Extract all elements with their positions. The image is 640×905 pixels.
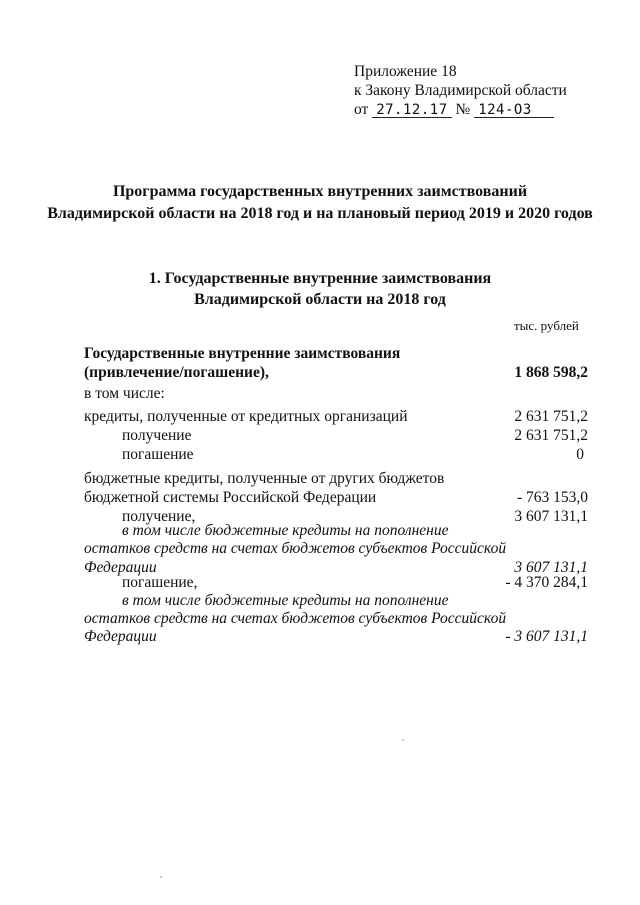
- budget-repay-inc-value: - 3 607 131,1: [505, 628, 588, 645]
- budget-repay-inc-text3: Федерации: [84, 628, 157, 645]
- section-heading-line2: Владимирской области на 2018 год: [194, 291, 446, 308]
- credit-repay-value: 0: [576, 446, 584, 463]
- document-title-line1: Программа государственных внутренних заимствований: [112, 183, 528, 200]
- budget-label-line2: бюджетной системы Российской Федерации: [84, 489, 377, 506]
- credit-receive-label: получение: [122, 427, 192, 444]
- document-title: [0, 181, 640, 225]
- credit-repay-label: погашение: [122, 446, 194, 463]
- credit-receive-value: 2 631 751,2: [514, 427, 588, 444]
- appendix-number: Приложение 18: [354, 63, 457, 80]
- scan-speck: [160, 876, 162, 878]
- section-heading: [0, 268, 640, 310]
- law-date: 27.12.17: [372, 103, 451, 118]
- budget-value: - 763 153,0: [516, 489, 588, 506]
- section-heading-line1: 1. Государственные внутренние заимствования: [148, 270, 492, 287]
- budget-label-line1: бюджетные кредиты, полученные от других бюджетов: [84, 470, 445, 487]
- including-label: в том числе:: [84, 385, 165, 402]
- budget-receive-inc-text1: в том числе бюджетные кредиты на пополнение: [122, 522, 449, 539]
- appendix-date-line: [354, 100, 567, 119]
- budget-repay-label: погашение,: [122, 574, 198, 591]
- credit-label: кредиты, полученные от кредитных организаций: [84, 408, 408, 425]
- budget-receive-inc-text2: остатков средств на счетах бюджетов субъектов Российской: [84, 540, 507, 557]
- scan-speck: [402, 739, 404, 741]
- from-label: от: [354, 101, 369, 118]
- total-label-line2: (привлечение/погашение),: [84, 364, 269, 381]
- budget-repay-value: - 4 370 284,1: [505, 574, 588, 591]
- budget-repay-inc-text1: в том числе бюджетные кредиты на пополнение: [122, 592, 449, 609]
- appendix-header: [354, 62, 567, 119]
- document-title-line2: Владимирской области на 2018 год и на плановый период 2019 и 2020 годов: [47, 205, 593, 222]
- number-label: №: [455, 101, 471, 118]
- budget-receive-value: 3 607 131,1: [514, 508, 588, 525]
- credit-value: 2 631 751,2: [514, 408, 588, 425]
- total-value: 1 868 598,2: [514, 364, 588, 381]
- budget-repay-inc-text2: остатков средств на счетах бюджетов субъектов Российской: [84, 610, 507, 627]
- units-label: тыс. рублей: [514, 318, 579, 333]
- law-number: 124-ОЗ: [474, 103, 554, 118]
- budget-receive-inc-value: 3 607 131,1: [514, 559, 588, 576]
- total-label-line1: Государственные внутренние заимствования: [84, 345, 401, 362]
- appendix-law-reference: к Закону Владимирской области: [354, 82, 567, 99]
- budget-receive-inc-text3: Федерации: [84, 559, 157, 576]
- budget-receive-label: получение,: [122, 508, 196, 525]
